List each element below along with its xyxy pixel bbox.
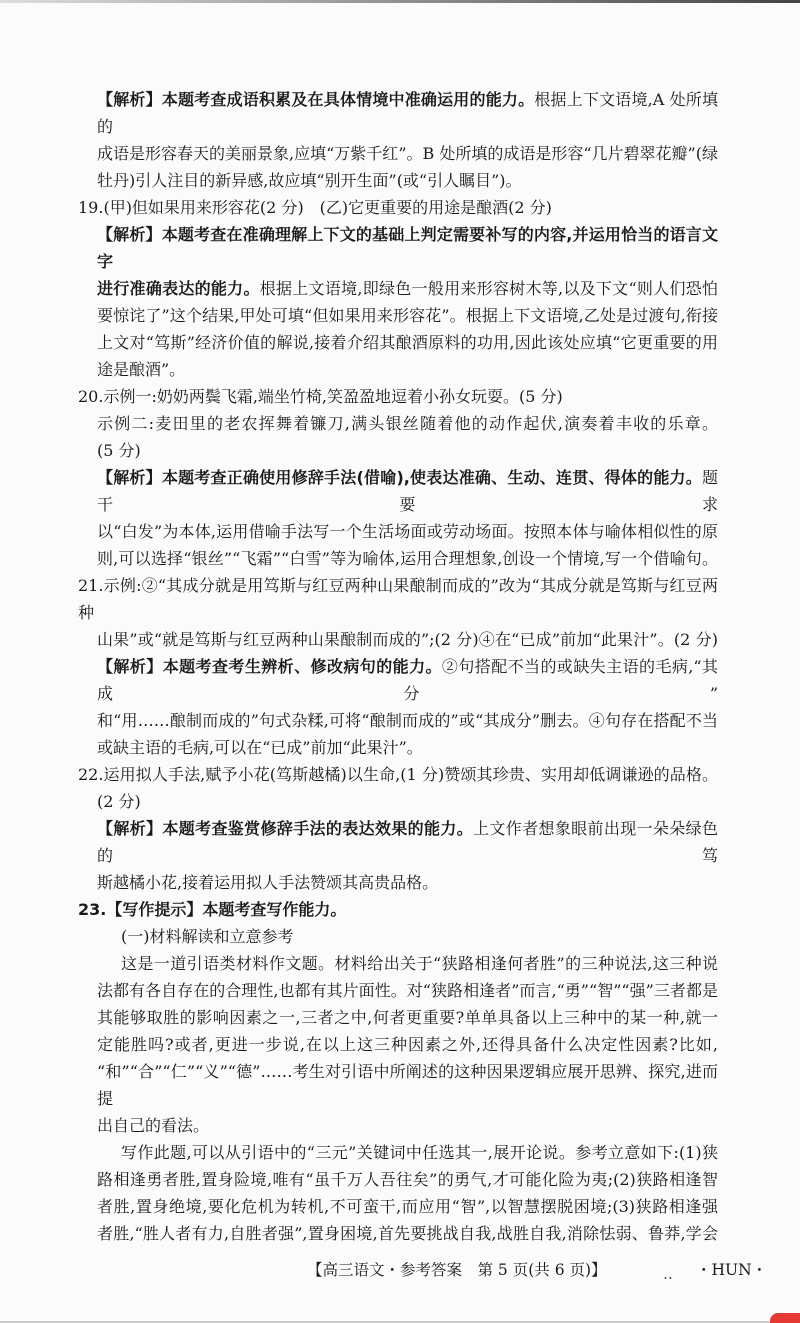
line-text: 法都有各自存在的合理性,也都有其片面性。对“狭路相逢者”而言,“勇”“智”“强”三者都是 [97, 981, 718, 1000]
text-line [121, 923, 718, 950]
text-line [78, 383, 718, 410]
line-text: 者胜,置身绝境,要化危机为转机,不可蛮干,而应用“智”,以智慧摆脱困境;(3)狭路相逢强 [97, 1197, 718, 1216]
bold-heading: 【解析】本题考查在准确理解上下文的基础上判定需要补写的内容,并运用恰当的语言文字 [97, 225, 718, 271]
text-line [97, 1193, 718, 1220]
line-text: 者胜,“胜人者有力,自胜者强”,置身困境,首先要挑战自我,战胜自我,消除怯弱、鲁莽,学会 [97, 1224, 718, 1243]
line-text: 或缺主语的毛病,可以在“已成”前加“此果汁”。 [97, 738, 423, 757]
line-text: 写作此题,可以从引语中的“三元”关键词中任选其一,展开论说。参考立意如下:(1)狭 [121, 1143, 718, 1162]
line-text: ②句搭配不当的或缺失主语的毛病,“其成分” [97, 657, 718, 703]
text-line [97, 1220, 718, 1247]
text-line [78, 896, 718, 923]
text-line [97, 653, 718, 707]
text-line [97, 464, 718, 518]
text-line [97, 734, 718, 761]
text-line [121, 1139, 718, 1166]
footer-page-info: 【高三语文・参考答案 第 5 页(共 6 页)】 [307, 1261, 607, 1279]
text-line [97, 788, 718, 815]
page-footer [0, 1259, 800, 1285]
text-line [78, 572, 718, 626]
bold-heading: 【解析】本题考查考生辨析、修改病句的能力。 [97, 657, 442, 676]
line-text: 成语是形容春天的美丽景象,应填“万紫千红”。B 处所填的成语是形容“几片碧翠花瓣”(绿 [97, 144, 718, 163]
text-line [97, 140, 718, 167]
text-line [97, 221, 718, 275]
line-text: (2 分) [97, 792, 141, 811]
red-corner-mark [770, 1313, 800, 1323]
bold-heading: 【解析】本题考查成语积累及在具体情境中准确运用的能力。 [97, 90, 535, 109]
line-text: 上文对“笃斯”经济价值的解说,接着介绍其酿酒原料的功用,因此该处应填“它更重要的用 [97, 333, 718, 352]
text-line [97, 1058, 718, 1112]
bold-heading: 【解析】本题考查正确使用修辞手法(借喻),使表达准确、生动、连贯、得体的能力。 [97, 468, 702, 487]
text-line [97, 167, 718, 194]
line-text: 示例二:麦田里的老农挥舞着镰刀,满头银丝随着他的动作起伏,演奏着丰收的乐章。 [97, 414, 718, 433]
line-text: 根据上下文语境,A 处所填的 [97, 90, 718, 136]
line-text: (一)材料解读和立意参考 [121, 927, 294, 946]
text-line [97, 410, 718, 437]
line-text: 以“白发”为本体,运用借喻手法写一个生活场面或劳动场面。按照本体与喻体相似性的原 [97, 522, 718, 541]
line-text: 其能够取胜的影响因素之一,三者之中,何者更重要?单单具备以上三种中的某一种,就一 [97, 1008, 718, 1027]
line-text: 斯越橘小花,接着运用拟人手法赞颂其高贵品格。 [97, 873, 439, 892]
line-text: 则,可以选择“银丝”“飞霜”“白雪”等为喻体,运用合理想象,创设一个情境,写一个借喻句。 [97, 549, 718, 568]
line-text: 牡丹)引人注目的新异感,故应填“别开生面”(或“引人瞩目”)。 [97, 171, 522, 190]
text-line [97, 1112, 718, 1139]
line-text: 和“用……酿制而成的”句式杂糅,可将“酿制而成的”或“其成分”删去。④句存在搭配不当 [97, 711, 718, 730]
text-line [97, 1166, 718, 1193]
text-line [78, 194, 718, 221]
line-text: “和”“合”“仁”“义”“德”……考生对引语中所阐述的这种因果逻辑应展开思辨、探究,进而提 [97, 1062, 718, 1108]
line-text: 途是酿酒”。 [97, 360, 186, 379]
text-line [97, 329, 718, 356]
text-line [97, 1031, 718, 1058]
text-line [97, 275, 718, 302]
line-text: 路相逢勇者胜,置身险境,唯有“虽千万人吾往矣”的勇气,才可能化险为夷;(2)狭路相逢智 [97, 1170, 718, 1189]
line-text: 这是一道引语类材料作文题。材料给出关于“狭路相逢何者胜”的三种说法,这三种说 [121, 954, 718, 973]
line-text: 定能胜吗?或者,更进一步说,在以上这三种因素之外,还得具备什么决定性因素?比如, [97, 1035, 718, 1054]
text-line [97, 626, 718, 653]
line-text: 20.示例一:奶奶两鬓飞霜,端坐竹椅,笑盈盈地逗着小孙女玩耍。(5 分) [78, 387, 563, 406]
text-line [97, 86, 718, 140]
line-text: 要惊诧了”这个结果,甲处可填“但如果用来形容花”。根据上下文语境,乙处是过渡句,衔接 [97, 306, 718, 325]
line-text: 21.示例:②“其成分就是用笃斯与红豆两种山果酿制而成的”改为“其成分就是笃斯与红豆两种 [78, 576, 718, 622]
text-line [97, 1004, 718, 1031]
answer-text-body [78, 0, 718, 1247]
text-line [97, 518, 718, 545]
line-text: 出自己的看法。 [97, 1116, 210, 1135]
footer-region-code: ・HUN・ [696, 1261, 768, 1279]
line-text: 题干要求 [97, 468, 718, 514]
line-text: 山果”或“就是笃斯与红豆两种山果酿制而成的”;(2 分)④在“已成”前加“此果汁”。(2 分) [97, 630, 718, 649]
bold-heading: 23.【写作提示】本题考查写作能力。 [78, 900, 347, 919]
line-text: (5 分) [97, 441, 141, 460]
line-text: 根据上文语境,即绿色一般用来形容树木等,以及下文“则人们恐怕 [259, 279, 718, 298]
text-line [121, 950, 718, 977]
bold-heading: 进行准确表达的能力。 [97, 279, 260, 298]
line-text: 19.(甲)但如果用来形容花(2 分) (乙)它更重要的用途是酿酒(2 分) [78, 198, 552, 217]
text-line [78, 761, 718, 788]
text-line [97, 869, 718, 896]
line-text: 22.运用拟人手法,赋予小花(笃斯越橘)以生命,(1 分)赞颂其珍贵、实用却低调谦逊的品格。 [78, 765, 718, 784]
footer-dots: .. [663, 1265, 673, 1283]
text-line [97, 356, 718, 383]
text-line [97, 545, 718, 572]
text-line [97, 707, 718, 734]
text-line [97, 815, 718, 869]
text-line [97, 977, 718, 1004]
bold-heading: 【解析】本题考查鉴赏修辞手法的表达效果的能力。 [97, 819, 474, 838]
text-line [97, 302, 718, 329]
text-line [97, 437, 718, 464]
line-text: 上文作者想象眼前出现一朵朵绿色的笃 [97, 819, 718, 865]
